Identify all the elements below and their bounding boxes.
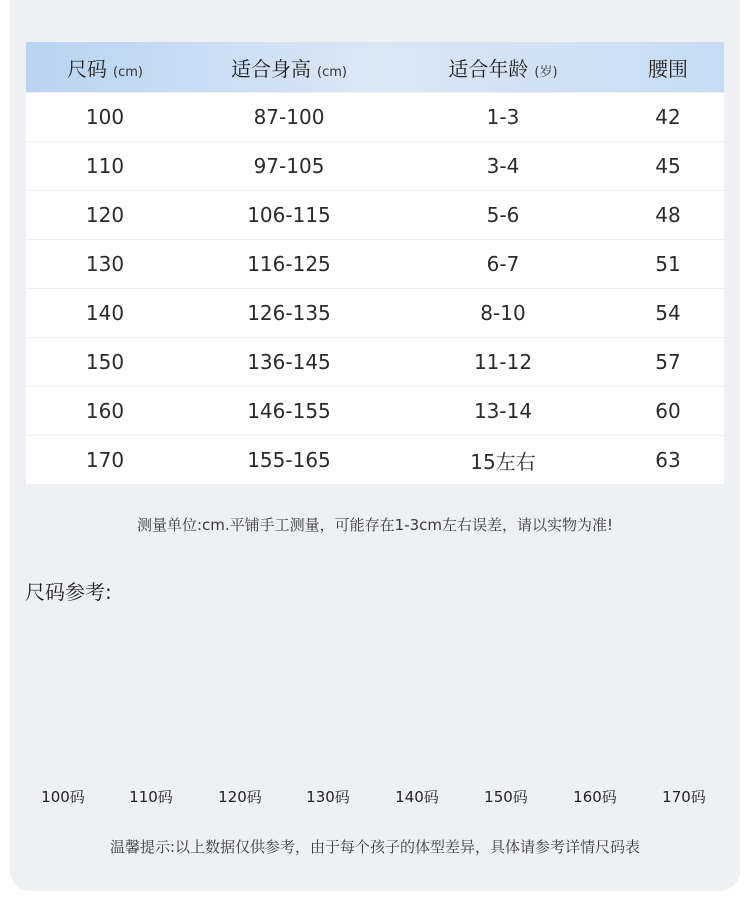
- cell-age: 1-3: [486, 105, 520, 129]
- bar-size-label: 110码: [129, 788, 173, 806]
- header-waist: 腰围: [648, 56, 688, 81]
- reference-title: 尺码参考:: [25, 580, 112, 604]
- cell-size: 160: [85, 399, 125, 423]
- table-row: [26, 436, 724, 484]
- measurement-note: 测量单位:cm.平铺手工测量，可能存在1-3cm左右误差，请以实物为准!: [136, 516, 614, 534]
- cell-waist: 54: [655, 301, 681, 325]
- cell-height: 116-125: [247, 252, 331, 276]
- bar-size-label: 150码: [484, 788, 528, 806]
- cell-height: 126-135: [247, 301, 331, 325]
- cell-height: 87-100: [253, 105, 325, 129]
- cell-size: 100: [85, 105, 125, 129]
- cell-age: 13-14: [473, 399, 533, 423]
- bar-size-label: 100码: [41, 788, 85, 806]
- cell-size: 140: [85, 301, 125, 325]
- cell-waist: 63: [655, 448, 681, 472]
- cell-age: 6-7: [486, 252, 520, 276]
- header-height: 适合身高 (cm): [231, 56, 347, 81]
- cell-age: 3-4: [486, 154, 520, 178]
- bar-size-label: 160码: [573, 788, 617, 806]
- cell-waist: 57: [655, 350, 681, 374]
- cell-height: 136-145: [247, 350, 331, 374]
- size-table: [26, 42, 724, 484]
- cell-age: 11-12: [473, 350, 533, 374]
- bar-size-label: 130码: [306, 788, 350, 806]
- cell-waist: 45: [655, 154, 681, 178]
- table-row: [26, 142, 724, 190]
- bar-size-label: 170码: [662, 788, 706, 806]
- warm-tip: 温馨提示:以上数据仅供参考，由于每个孩子的体型差异，具体请参考详情尺码表: [109, 838, 641, 856]
- cell-size: 110: [85, 154, 125, 178]
- cell-height: 146-155: [247, 399, 331, 423]
- table-body: [26, 92, 724, 484]
- cell-waist: 51: [655, 252, 681, 276]
- table-row: [26, 240, 724, 288]
- cell-height: 97-105: [253, 154, 325, 178]
- header-size: 尺码 (cm): [67, 56, 143, 81]
- cell-height: 106-115: [247, 203, 331, 227]
- table-row: [26, 387, 724, 435]
- table-row: [26, 191, 724, 239]
- cell-size: 120: [85, 203, 125, 227]
- cell-age: 5-6: [486, 203, 520, 227]
- cell-size: 170: [85, 448, 125, 472]
- cell-age: 15左右: [470, 449, 536, 474]
- table-row: [26, 338, 724, 386]
- bar-size-label: 140码: [395, 788, 439, 806]
- cell-waist: 48: [655, 203, 681, 227]
- cell-waist: 60: [655, 399, 681, 423]
- cell-size: 130: [85, 252, 125, 276]
- cell-age: 8-10: [480, 301, 526, 325]
- table-header: [26, 42, 724, 92]
- header-age: 适合年龄 (岁): [448, 56, 558, 81]
- table-row: [26, 93, 724, 141]
- bar-size-label: 120码: [218, 788, 262, 806]
- table-row: [26, 289, 724, 337]
- cell-waist: 42: [655, 105, 681, 129]
- cell-size: 150: [85, 350, 125, 374]
- cell-height: 155-165: [247, 448, 331, 472]
